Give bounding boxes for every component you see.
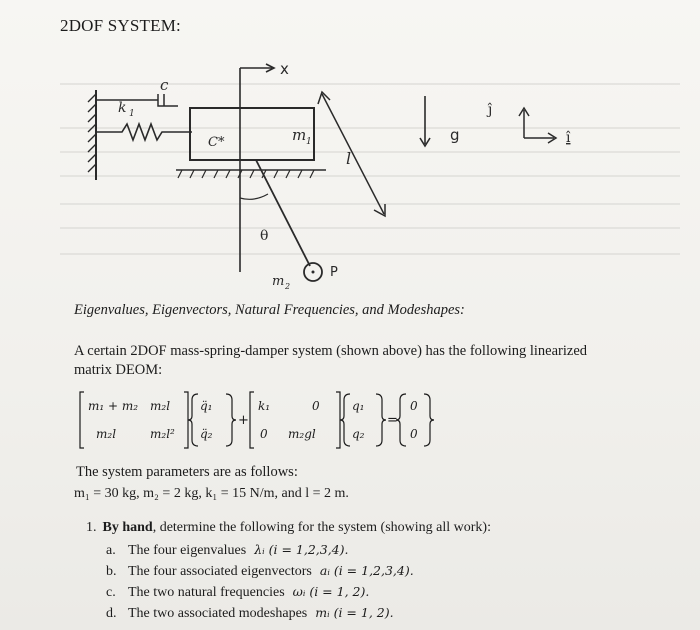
- qdd-1: q̈₁: [200, 399, 213, 413]
- mass-matrix-12: m₂l: [150, 399, 171, 413]
- length-label: l: [346, 149, 352, 168]
- spring: [96, 124, 192, 140]
- wall: [88, 90, 96, 180]
- task-number: 1.: [86, 520, 97, 535]
- page-title: 2DOF SYSTEM:: [60, 16, 181, 35]
- point-label: P: [330, 265, 338, 280]
- gravity-label: g: [450, 126, 460, 144]
- stiffness-matrix-12: 0: [312, 399, 320, 413]
- task-list: [86, 520, 646, 626]
- task-item-d: [106, 605, 646, 626]
- task-item-text: The four associated eigenvectors: [128, 564, 312, 579]
- x-axis-label: x: [280, 60, 289, 78]
- mass1-label: m: [292, 126, 307, 144]
- rhs-1: 0: [410, 399, 418, 413]
- matrix-equation: [76, 386, 436, 454]
- qdd-2: q̈₂: [200, 427, 213, 441]
- damper: [96, 94, 178, 106]
- spring-label: k: [118, 100, 127, 116]
- task-item-math: λᵢ (i = 1,2,3,4).: [254, 542, 349, 557]
- unit-j-label: ĵ: [488, 102, 493, 118]
- task-item-text: The two natural frequencies: [128, 585, 285, 600]
- cm-label: C*: [208, 135, 225, 150]
- ground: [176, 170, 326, 178]
- parameters-intro: The system parameters are as follows:: [76, 464, 298, 480]
- bob-center: [312, 271, 315, 274]
- gravity-arrow: [420, 96, 430, 146]
- damper-label: c: [160, 76, 169, 94]
- stiffness-matrix-21: 0: [260, 427, 268, 441]
- mass1-subscript: 1: [306, 137, 312, 147]
- statement-line-1: A certain 2DOF mass-spring-damper system (shown above) has the following linearized: [74, 343, 588, 359]
- task-item-text: The four eigenvalues: [128, 543, 247, 558]
- mass2-subscript: 2: [285, 282, 291, 291]
- task-item-b: [106, 563, 646, 584]
- mass2-label: m: [272, 274, 285, 289]
- mass-matrix-21: m₂l: [96, 427, 117, 441]
- x-axis: [240, 64, 274, 272]
- length-dimension: [318, 92, 385, 216]
- task-text: , determine the following for the system (showing all work):: [152, 520, 491, 535]
- mass-matrix-11: m₁ + m₂: [88, 399, 139, 413]
- task-item-math: ωᵢ (i = 1, 2).: [292, 584, 370, 599]
- angle-label: θ: [260, 228, 269, 244]
- task-item-letter: b.: [106, 564, 117, 579]
- task-1: [86, 520, 646, 542]
- task-item-a: [106, 542, 646, 563]
- stiffness-matrix-22: m₂gl: [288, 427, 316, 441]
- angle-arc: [240, 194, 268, 199]
- stiffness-matrix-11: k₁: [258, 399, 271, 413]
- ruled-lines: [60, 84, 680, 254]
- system-diagram: [0, 44, 700, 294]
- unit-vectors: [519, 108, 556, 143]
- parameters-values: m₁ = 30 kg, m₂ = 2 kg, k₁ = 15 N/m, and l = 2 m.: [74, 486, 349, 501]
- q-1: q₁: [352, 399, 365, 413]
- q-2: q₂: [352, 427, 365, 441]
- equals-sign: =: [387, 413, 398, 428]
- statement-line-2: matrix DEOM:: [74, 362, 163, 378]
- unit-i-label: î: [566, 130, 571, 146]
- task-item-letter: a.: [106, 543, 116, 558]
- rhs-2: 0: [410, 427, 418, 441]
- mass-matrix-22: m₂l²: [150, 427, 175, 441]
- task-item-c: [106, 584, 646, 605]
- task-item-math: aᵢ (i = 1,2,3,4).: [319, 563, 414, 578]
- task-item-math: mᵢ (i = 1, 2).: [315, 605, 394, 620]
- plus-sign: +: [238, 413, 249, 428]
- section-heading: Eigenvalues, Eigenvectors, Natural Frequencies, and Modeshapes:: [74, 302, 465, 318]
- problem-statement: [74, 342, 674, 380]
- task-item-letter: d.: [106, 606, 117, 621]
- spring-subscript: 1: [129, 109, 135, 119]
- task-item-letter: c.: [106, 585, 116, 600]
- task-item-text: The two associated modeshapes: [128, 606, 308, 621]
- task-bold: By hand: [102, 520, 153, 535]
